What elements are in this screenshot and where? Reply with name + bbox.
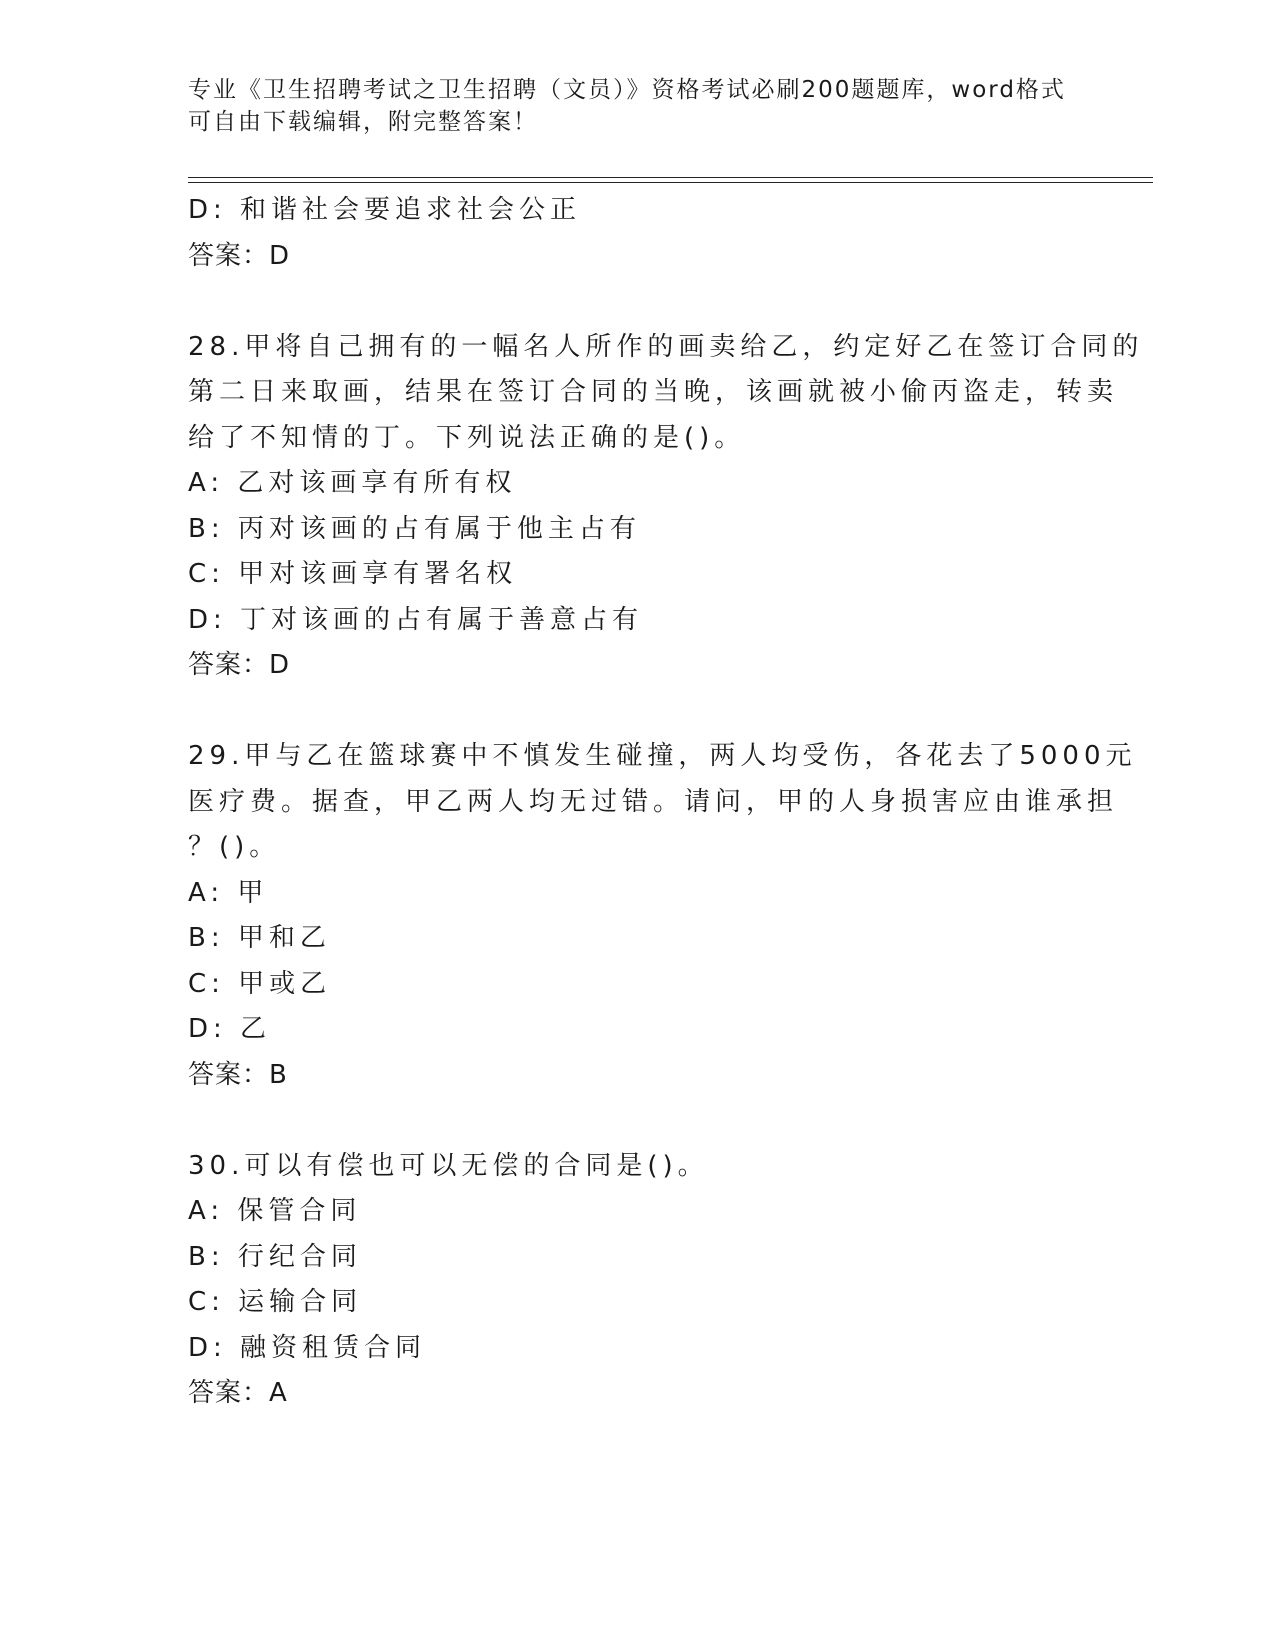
option-a: A: 保管合同: [188, 1196, 362, 1226]
question-text-line: 28.甲将自己拥有的一幅名人所作的画卖给乙，约定好乙在签订合同的: [188, 331, 1144, 362]
question-28: [188, 325, 1144, 689]
option-c: C: 运输合同: [188, 1287, 363, 1317]
answer-line: 答案：D: [188, 650, 291, 680]
question-text-line: 医疗费。据查，甲乙两人均无过错。请问，甲的人身损害应由谁承担: [188, 786, 1119, 817]
option-d: D: 和谐社会要追求社会公正: [188, 195, 582, 225]
option-d: D: 乙: [188, 1014, 272, 1044]
question-text-line: ？()。: [188, 832, 281, 862]
question-29: [188, 734, 1137, 1098]
question-text-line: 第二日来取画，结果在签订合同的当晚，该画就被小偷丙盗走，转卖: [188, 377, 1119, 407]
option-c: C: 甲对该画享有署名权: [188, 559, 518, 589]
question-text-line: 30.可以有偿也可以无偿的合同是()。: [188, 1150, 709, 1181]
answer-line: 答案：D: [188, 240, 291, 271]
option-c: C: 甲或乙: [188, 968, 332, 999]
header-line-2: 可自由下载编辑，附完整答案！: [188, 109, 538, 135]
question-text-line: 给了不知情的丁。下列说法正确的是()。: [188, 422, 746, 453]
option-b: B: 行纪合同: [188, 1241, 362, 1272]
question-27-tail: [188, 188, 1088, 279]
question-30: [188, 1144, 1088, 1417]
option-a: A: 甲: [188, 877, 269, 908]
spacer: [188, 279, 1088, 325]
header-line-1: 专业《卫生招聘考试之卫生招聘（文员）》资格考试必刷200题题库，word格式: [188, 77, 1066, 103]
answer-line: 答案：B: [188, 1059, 288, 1090]
option-d: D: 丁对该画的占有属于善意占有: [188, 604, 644, 635]
spacer: [188, 689, 1088, 735]
option-a: A: 乙对该画享有所有权: [188, 468, 517, 498]
option-d: D: 融资租赁合同: [188, 1332, 427, 1363]
option-b: B: 甲和乙: [188, 923, 331, 953]
answer-line: 答案：A: [188, 1378, 288, 1408]
option-b: B: 丙对该画的占有属于他主占有: [188, 513, 641, 544]
spacer: [188, 1098, 1088, 1144]
header-double-rule: [188, 177, 1153, 183]
document-header: [188, 74, 1068, 138]
document-body: [188, 188, 1144, 1417]
question-text-line: 29.甲与乙在篮球赛中不慎发生碰撞，两人均受伤，各花去了5000元: [188, 741, 1137, 771]
